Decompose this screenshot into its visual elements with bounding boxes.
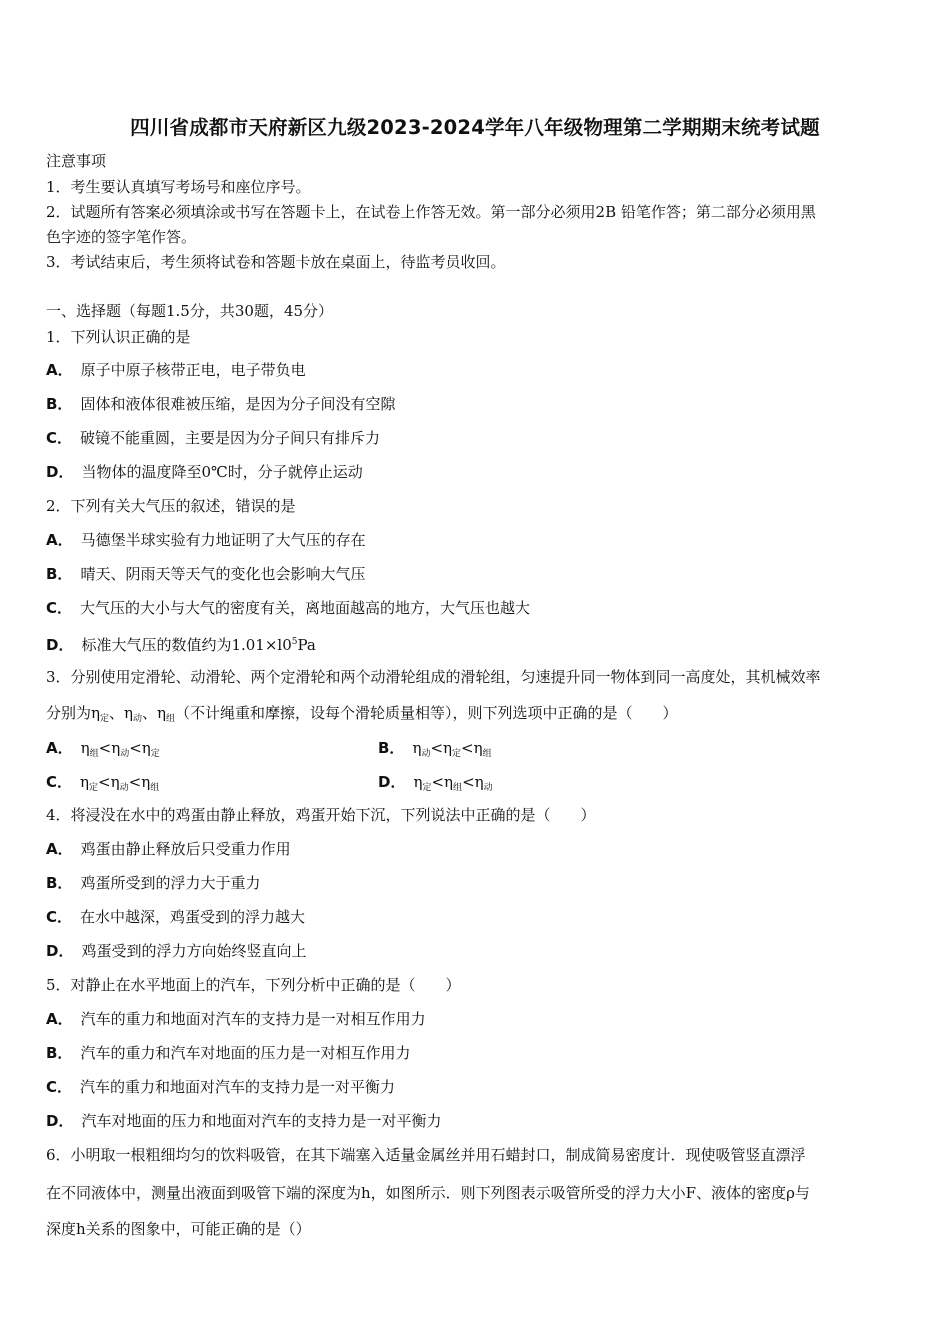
q5-option-b (46, 1044, 410, 1062)
q1-option-d (46, 463, 363, 481)
subscript: 动 (483, 783, 493, 793)
option-label: A． (46, 840, 73, 858)
option-text: 原子中原子核带正电，电子带负电 (80, 361, 306, 379)
option-label: B． (46, 565, 73, 583)
q4-option-a (46, 840, 291, 858)
eta: η (474, 773, 484, 791)
q3-option-d (378, 773, 493, 797)
q1-option-a (46, 361, 306, 379)
question-6-stem-cont: 在不同液体中，测量出液面到吸管下端的深度为h，如图所示．则下列图表示吸管所受的浮力大小F、液体的密度ρ与 (46, 1184, 810, 1202)
option-text: 鸡蛋受到的浮力方向始终竖直向上 (81, 942, 307, 960)
subscript: 组 (166, 714, 176, 724)
option-text: 汽车的重力和地面对汽车的支持力是一对相互作用力 (80, 1010, 426, 1028)
eta: η (110, 773, 120, 791)
q2-option-b (46, 565, 365, 583)
q5-option-d (46, 1112, 441, 1130)
stem-text: 、η (109, 704, 134, 722)
less-than: < (461, 739, 474, 757)
q5-option-a (46, 1010, 426, 1028)
option-label: C． (46, 773, 73, 791)
option-label: D． (46, 942, 74, 960)
stem-text: 分别为η (46, 704, 100, 722)
subscript: 定 (100, 714, 110, 724)
option-text: 当物体的温度降至0℃时，分子就停止运动 (81, 463, 363, 481)
option-label: C． (46, 429, 73, 447)
eta: η (80, 739, 90, 757)
subscript: 定 (150, 749, 160, 759)
option-label: A． (46, 1010, 73, 1028)
option-label: B． (378, 739, 405, 757)
option-text: 固体和液体很难被压缩，是因为分子间没有空隙 (80, 395, 396, 413)
less-than: < (98, 773, 111, 791)
unit: Pa (297, 636, 316, 654)
option-text: 晴天、阴雨天等天气的变化也会影响大气压 (80, 565, 366, 583)
question-6-stem-cont: 深度h关系的图象中，可能正确的是（） (46, 1220, 311, 1238)
q2-option-d (46, 633, 316, 654)
subscript: 动 (133, 714, 143, 724)
option-text: 破镜不能重圆，主要是因为分子间只有排斥力 (80, 429, 381, 447)
page-title: 四川省成都市天府新区九级2023-2024学年八年级物理第二学期期末统考试题 (130, 116, 820, 139)
question-3-stem: 3．分别使用定滑轮、动滑轮、两个定滑轮和两个动滑轮组成的滑轮组，匀速提升同一物体到同一高度处，其机械效率 (46, 668, 821, 686)
eta: η (141, 773, 151, 791)
subscript: 组 (482, 749, 492, 759)
stem-text: 、η (142, 704, 167, 722)
question-5-stem: 5．对静止在水平地面上的汽车，下列分析中正确的是（ ） (46, 976, 461, 994)
section-heading: 一、选择题（每题1.5分，共30题，45分） (46, 302, 334, 320)
subscript: 定 (422, 783, 432, 793)
option-label: D． (46, 636, 74, 654)
stem-text: （不计绳重和摩擦，设每个滑轮质量相等），则下列选项中正确的是（ ） (175, 704, 678, 722)
q4-option-d (46, 942, 306, 960)
eta: η (111, 739, 121, 757)
option-label: A． (46, 739, 73, 757)
option-label: B． (46, 1044, 73, 1062)
option-label: D． (46, 463, 74, 481)
option-label: B． (46, 874, 73, 892)
subscript: 定 (452, 749, 462, 759)
q3-option-a (46, 739, 160, 763)
notice-item: 1．考生要认真填写考场号和座位序号。 (46, 178, 311, 196)
subscript: 定 (89, 783, 99, 793)
question-3-stem-cont (46, 704, 678, 728)
question-6-stem: 6．小明取一根粗细均匀的饮料吸管，在其下端塞入适量金属丝并用石蜡封口，制成简易密度计．现使吸管竖直漂浮 (46, 1146, 806, 1164)
eta: η (444, 773, 454, 791)
exponent: 5 (291, 637, 298, 647)
q2-option-c (46, 599, 530, 617)
eta: η (412, 739, 422, 757)
option-label: B． (46, 395, 73, 413)
notice-heading: 注意事项 (46, 152, 107, 170)
q4-option-b (46, 874, 260, 892)
option-text: 汽车的重力和汽车对地面的压力是一对相互作用力 (80, 1044, 411, 1062)
eta: η (141, 739, 151, 757)
less-than: < (430, 739, 444, 757)
option-text: 马德堡半球实验有力地证明了大气压的存在 (80, 531, 366, 549)
notice-item: 色字迹的签字笔作答。 (46, 228, 197, 246)
option-text: 鸡蛋由静止释放后只受重力作用 (80, 840, 291, 858)
option-label: A． (46, 531, 73, 549)
option-label: D． (46, 1112, 74, 1130)
notice-item: 3．考试结束后，考生须将试卷和答题卡放在桌面上，待监考员收回。 (46, 253, 506, 271)
q3-option-b (378, 739, 492, 763)
subscript: 组 (453, 783, 463, 793)
eta: η (80, 773, 90, 791)
option-text: 标准大气压的数值约为1.01×l0 (81, 636, 292, 654)
option-label: A． (46, 361, 73, 379)
eta: η (443, 739, 453, 757)
subscript: 动 (119, 783, 129, 793)
q1-option-b (46, 395, 395, 413)
option-label: D． (378, 773, 406, 791)
less-than: < (462, 773, 475, 791)
option-text: 鸡蛋所受到的浮力大于重力 (80, 874, 261, 892)
option-text: 汽车的重力和地面对汽车的支持力是一对平衡力 (80, 1078, 396, 1096)
option-text: 汽车对地面的压力和地面对汽车的支持力是一对平衡力 (81, 1112, 442, 1130)
less-than: < (129, 739, 142, 757)
eta: η (413, 773, 423, 791)
less-than: < (431, 773, 445, 791)
option-text: 在水中越深，鸡蛋受到的浮力越大 (80, 908, 306, 926)
notice-item: 2．试题所有答案必须填涂或书写在答题卡上，在试卷上作答无效。第一部分必须用2B 铅笔作答；第二部分必须用黑 (46, 203, 816, 221)
q3-option-c (46, 773, 159, 797)
question-1-stem: 1．下列认识正确的是 (46, 328, 191, 346)
option-label: C． (46, 908, 73, 926)
option-text: 大气压的大小与大气的密度有关，离地面越高的地方，大气压也越大 (80, 599, 531, 617)
option-label: C． (46, 599, 73, 617)
subscript: 动 (421, 749, 431, 759)
subscript: 组 (150, 783, 160, 793)
q4-option-c (46, 908, 305, 926)
subscript: 动 (120, 749, 130, 759)
q5-option-c (46, 1078, 395, 1096)
question-4-stem: 4．将浸没在水中的鸡蛋由静止释放，鸡蛋开始下沉，下列说法中正确的是（ ） (46, 806, 596, 824)
less-than: < (98, 739, 112, 757)
subscript: 组 (89, 749, 99, 759)
eta: η (473, 739, 483, 757)
question-2-stem: 2．下列有关大气压的叙述，错误的是 (46, 497, 296, 515)
less-than: < (128, 773, 142, 791)
q2-option-a (46, 531, 366, 549)
q1-option-c (46, 429, 380, 447)
option-label: C． (46, 1078, 73, 1096)
